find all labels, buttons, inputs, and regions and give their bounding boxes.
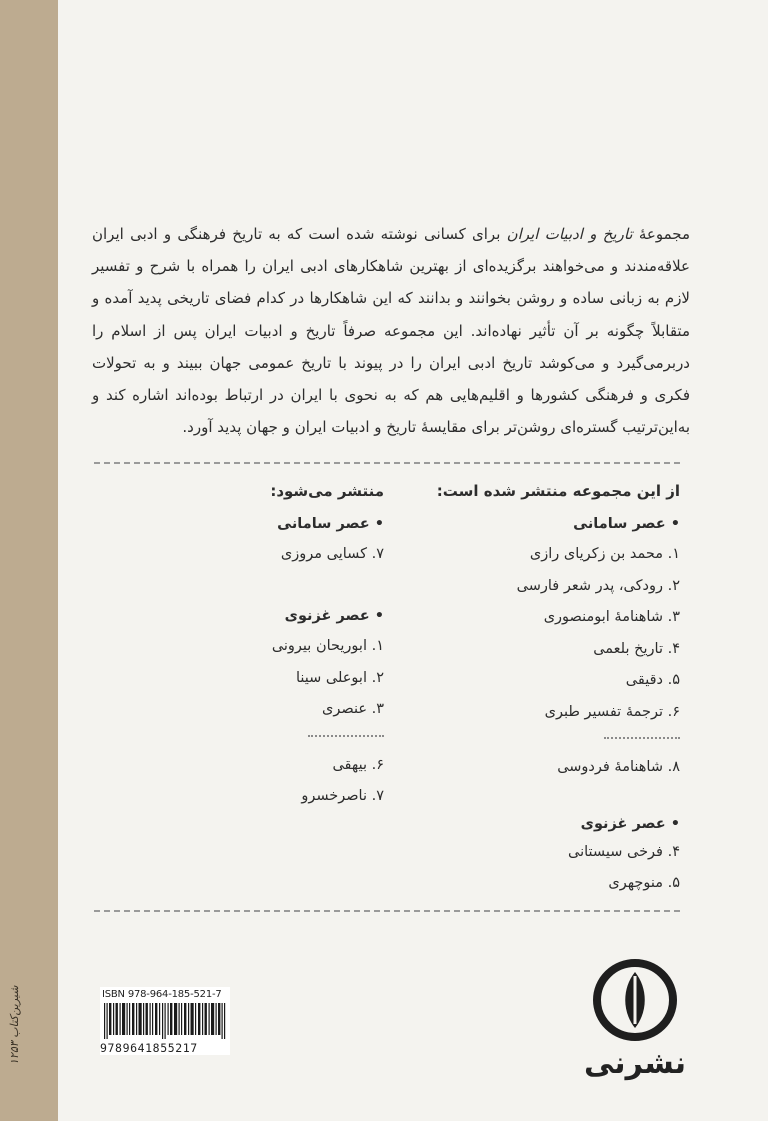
forthcoming-item: ۶. بیهقی (332, 757, 384, 773)
barcode-bars (102, 1003, 226, 1039)
published-ghaznavid-head: • عصر غزنوی (580, 816, 680, 832)
publisher-name: نشرنی (583, 1046, 687, 1081)
divider-bottom (94, 910, 680, 912)
published-item: ۴. تاریخ بلعمی (593, 641, 680, 657)
intro-paragraph (92, 218, 690, 443)
published-item: ۸. شاهنامهٔ فردوسی (557, 759, 680, 775)
published-title: از این مجموعه منتشر شده است: (436, 482, 680, 500)
published-item: ۳. شاهنامهٔ ابومنصوری (543, 609, 680, 625)
intro-prefix: مجموعهٔ (632, 225, 690, 243)
spine-stamp: شیرین‌کتاب ۱۲۵۳ (8, 985, 21, 1065)
series-title: تاریخ و ادبیات ایران (506, 225, 633, 243)
published-column (430, 482, 680, 902)
published-item: ۶. ترجمهٔ تفسیر طبری (544, 704, 680, 720)
forthcoming-item: ۲. ابوعلی سینا (295, 670, 384, 686)
forthcoming-item: ۷. ناصرخسرو (301, 788, 384, 804)
forthcoming-item: ۱. ابوریحان بیرونی (271, 638, 384, 654)
published-item: ۵. دقیقی (625, 672, 680, 688)
barcode-digits: 9789641855217 (100, 1041, 198, 1055)
divider-top (94, 462, 680, 464)
published-item: ۲. رودکی، پدر شعر فارسی (516, 578, 680, 594)
isbn-label: ISBN 978-964-185-521-7 (102, 989, 222, 1000)
forthcoming-title: منتشر می‌شود: (270, 482, 384, 500)
published-samanid-head: • عصر سامانی (573, 516, 680, 532)
forthcoming-item: ۳. عنصری (322, 701, 384, 717)
forthcoming-samanid-head: • عصر سامانی (277, 516, 384, 532)
forthcoming-column (224, 482, 384, 822)
spine-strip (0, 0, 58, 1121)
published-item: ۴. فرخی سیستانی (568, 844, 680, 860)
forthcoming-ghaznavid-head: • عصر غزنوی (284, 608, 384, 624)
forthcoming-item: ۷. کسایی مروزی (280, 546, 384, 562)
ellipsis-divider (308, 735, 384, 737)
intro-body: برای کسانی نوشته شده است که به تاریخ فرهنگی و ادبی ایران علاقه‌مندند و می‌خواهند برگزیده‌ای از بهترین شاهکارهای ادبی ایران را همراه با شرح و تفسیر لازم به زبانی ساده و روشن بخوانند و بدانند که این شاهکارها در کدام فضای تاریخی پدید آمده و متقابلاً چگونه بر آن تأثیر نهاده‌اند. این مجموعه صرفاً تاریخ و ادبیات ایران پس از اسلام را دربرمی‌گیرد و می‌کوشد تاریخ ادبی ایران را در پیوند با تاریخ عمومی جهان ببیند و به تحولات فکری و فرهنگی کشورها و اقلیم‌هایی هم که به نحوی با ایران در ارتباط بوده‌اند اشاره کند و به‌این‌ترتیب گستره‌ای روشن‌تر برای مقایسهٔ تاریخ و ادبیات ایران و جهان پدید آورد. (92, 225, 690, 437)
ellipsis-divider (604, 737, 680, 739)
published-item: ۱. محمد بن زکریای رازی (529, 546, 680, 562)
published-item: ۵. منوچهری (608, 875, 680, 891)
nashrney-logo-icon (592, 958, 678, 1042)
